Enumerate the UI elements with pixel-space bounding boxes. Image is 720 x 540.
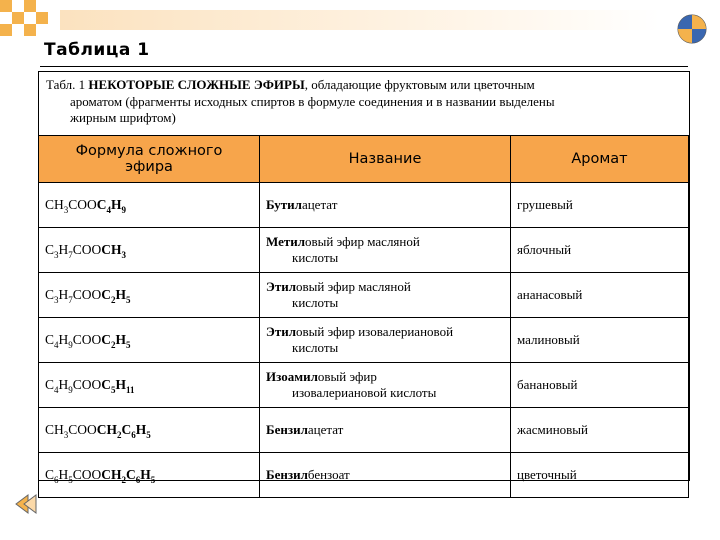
caption-line-1 (46, 77, 680, 94)
caption-line-2: ароматом (фрагменты исходных спиртов в формуле соединения и в названии выделены (70, 93, 555, 109)
formula-cell: $C_4H_9COOC_5H_{11}$ (39, 363, 260, 408)
formula-cell: $CH_3COOCH_2C_6H_5$ (39, 408, 260, 453)
formula-cell: $C_3H_7COOCH_3$ (39, 228, 260, 273)
decorative-squares (0, 0, 60, 45)
formula-cell: $CH_3COOC_4H_9$ (39, 183, 260, 228)
header-aroma: Аромат (511, 136, 689, 183)
title-divider (40, 66, 688, 67)
header-name: Название (260, 136, 511, 183)
table-row (39, 228, 689, 273)
aroma-cell: малиновый (511, 318, 689, 363)
table-row (39, 183, 689, 228)
name-cell: Бензилацетат (260, 408, 511, 453)
logo-icon (677, 14, 707, 44)
name-cell: Метиловый эфир масляной кислоты (260, 228, 511, 273)
aroma-cell: яблочный (511, 228, 689, 273)
formula-cell: $C_6H_5COOCH_2C_6H_5$ (39, 453, 260, 498)
aroma-cell: грушевый (511, 183, 689, 228)
table-row (39, 318, 689, 363)
header-formula-label: Формула сложного эфира (75, 143, 223, 175)
aroma-cell: банановый (511, 363, 689, 408)
slide-title: Таблица 1 (44, 40, 150, 60)
name-cell: Бутилацетат (260, 183, 511, 228)
table-row (39, 363, 689, 408)
name-cell: Бензилбензоат (260, 453, 511, 498)
caption-line-3: жирным шрифтом) (70, 110, 176, 125)
formula-cell: $C_3H_7COOC_2H_5$ (39, 273, 260, 318)
caption-prefix: Табл. 1 (46, 77, 89, 92)
aroma-cell: цветочный (511, 453, 689, 498)
back-arrow-icon[interactable] (14, 493, 40, 515)
table-row (39, 408, 689, 453)
name-cell: Этиловый эфир масляной кислоты (260, 273, 511, 318)
name-cell: Этиловый эфир изовалериановой кислоты (260, 318, 511, 363)
aroma-cell: ананасовый (511, 273, 689, 318)
table-row (39, 273, 689, 318)
header-formula (39, 136, 260, 183)
esters-table (38, 135, 689, 498)
table-row (39, 453, 689, 498)
table-header-row (39, 136, 689, 183)
table-caption (38, 71, 688, 135)
caption-bold: НЕКОТОРЫЕ СЛОЖНЫЕ ЭФИРЫ (88, 77, 305, 92)
caption-rest: , обладающие фруктовым или цветочным (304, 77, 535, 92)
formula-cell: $C_4H_9COOC_2H_5$ (39, 318, 260, 363)
decorative-band (60, 10, 660, 30)
name-cell: Изоамиловый эфир изовалериановой кислоты (260, 363, 511, 408)
aroma-cell: жасминовый (511, 408, 689, 453)
